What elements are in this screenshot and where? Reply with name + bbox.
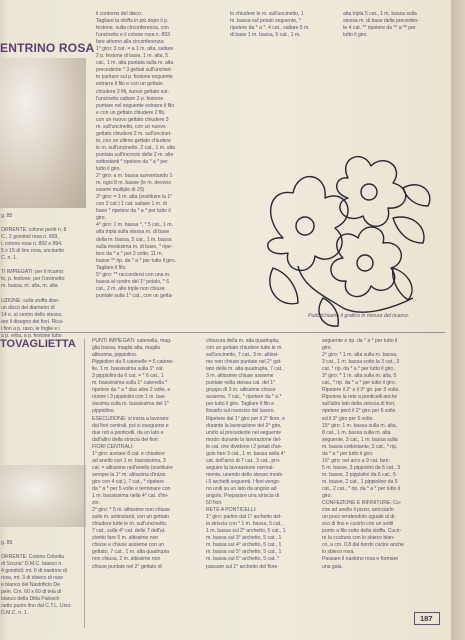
text-line: CONFEZIONE E RIFINITURE: Cu- — [322, 500, 402, 507]
text-line: due reti a ponticelli, da un lato e — [92, 429, 164, 436]
text-line: ed il 3° giro per 5 volte. — [322, 415, 374, 422]
text-line: seguente e rip. da * a * per tutto il — [322, 338, 398, 344]
text-line: giro. — [96, 215, 106, 222]
text-line: angolo. Preparare una striscia di — [206, 493, 280, 500]
text-line: m. bassa sul 5° archetto, 5 cat., 1 — [206, 549, 282, 556]
text-line: 1 m. bassissima nella 4° cat. d'ini- — [92, 493, 169, 500]
text-line: TI IMPIEGATI: per il ricamo: — [1, 269, 65, 276]
text-line: sco di lino e cucirlo con un sottil — [322, 521, 394, 528]
text-line: a p. erba, a p. festone tutto — [1, 332, 62, 339]
text-line: puntare nel seguente estrarre il filo — [96, 102, 175, 109]
text-line: D.M.C. n. 1. — [1, 610, 29, 617]
text-line: re la cucitura con lo sbieco bian- — [322, 535, 395, 542]
text-line: gruppo di 3 m. altissime chiuse — [206, 387, 276, 394]
text-line: Passare il nastrino rosa e formare — [322, 556, 399, 563]
text-line: 5 x 15 di lino rosa, uncinetto — [1, 248, 65, 255]
text-line: bassa al centro del 1° petalo, * 6 — [96, 278, 170, 285]
text-line: con 3 cat.) 1 cat. saltare 1 m. di — [96, 201, 167, 208]
text-line: co, a cm. 0,8 dal bordo cucire anche — [322, 542, 404, 549]
text-line: to puntare sul p. festone seguente — [96, 74, 173, 81]
text-line: m. bassissima sulla 1° catenella * — [92, 380, 168, 387]
text-line: le cat. che dividono i 2 petali d'an- — [206, 443, 283, 450]
text-line: festone, sulla circonferenza, con — [96, 25, 169, 32]
text-line: ripetere da * a *, 4 cat., saltare 5 m. — [230, 25, 310, 32]
text-line: ad anello con 1 m. bassissima, 3 — [92, 457, 166, 464]
text-line: UZIONE: sulla stoffa dise- — [1, 297, 60, 304]
text-line: modo: durante la lavorazione del- — [206, 436, 282, 443]
text-line: m. bassa, m. alta, m. alta — [1, 283, 58, 290]
text-line: to, con un ultimo gettato chiudere — [96, 137, 172, 144]
text-line: m. bassa sul 3° archetto, 5 cat., 1 — [206, 535, 282, 542]
text-line: fare attorno alla circonferenza: — [96, 39, 165, 46]
text-line: glia bassa, maglia alta, maglia — [92, 345, 160, 352]
text-line: tere da * a * per 2 volte; 11 m. — [96, 250, 163, 257]
text-line: pippiolino. — [92, 408, 115, 415]
left-column-bottom — [1, 540, 72, 618]
instructions-column-bottom-1 — [92, 338, 174, 571]
text-line: C. n. 1. — [1, 255, 18, 262]
text-line — [1, 220, 66, 227]
text-line: per tutto il giro. Tagliare il filo e — [206, 401, 275, 408]
text-line: 2° giro: a m. bassa aumentando 1 — [96, 173, 173, 180]
text-line: estrarre il filo e con un gettato — [96, 81, 163, 88]
text-line: 1° giro: partire dal 1° archetto del- — [206, 514, 282, 521]
text-line: alta tripla sulla stessa m. di base — [96, 229, 170, 236]
text-line: 5 m. basse, 3 pippiolini da 6 cat., 3 — [322, 464, 401, 471]
text-line: 3° giro: * 1 m. alta sulla m. alta, 5 — [322, 373, 397, 380]
text-line: 3° giro: = 1 m. alta (sostituire la 1° — [96, 194, 173, 201]
text-line: ORRENTE: Cotone Cebelia — [1, 554, 64, 561]
text-line: Tagliare il filo. — [96, 264, 127, 271]
text-line: cat., 2 m. alte triple non chiuse — [96, 285, 165, 292]
text-line: con un gettato chiudere tutte le m. — [206, 345, 283, 352]
text-line: cat., * rip. da * a * per tutto il giro. — [322, 380, 397, 387]
text-line: ripetere da * a * due altre 2 volte, e — [92, 387, 171, 394]
text-line: bianco della Ditta Palosch — [1, 596, 60, 603]
text-line: di Scozia" D.M.C. bianco n. — [1, 561, 63, 568]
text-line: sulla medesima m. di base, * ripe- — [96, 243, 173, 250]
text-line: sulle m. sottostanti, con un gettato — [92, 514, 169, 521]
text-line: 15° giro: 1 m. bassa sulla m. alta, — [322, 422, 398, 429]
embroidery-pattern-figure — [243, 148, 443, 338]
text-line: ESECUZIONE: si inizia a lavorare — [92, 415, 169, 422]
text-line: e bianco del Nastrificio De — [1, 582, 60, 589]
text-line: e con un gettato chiudere 2 fili, — [96, 109, 166, 116]
text-line: m. ogni 8 m. basse (le m. devono — [96, 180, 172, 187]
text-line: precedente * 3 gettati sull'uncinet- — [96, 67, 173, 74]
text-line: PUNTI IMPIEGATI: catenella, mag- — [92, 338, 172, 344]
text-line: chiuse puntate nel 2° gettato di — [92, 563, 162, 570]
lace-photo-bottom — [0, 465, 86, 527]
text-line: sull'uncinetto, 7 cat., 3 m. altissi- — [206, 352, 279, 359]
text-line: fissarlo sul rovescio del lavoro. — [206, 408, 275, 415]
left-column-top — [1, 213, 66, 340]
text-line: seguente, 3 cat., 1 m. bassa sulla — [322, 436, 398, 443]
text-line: sempre la 1° m. altissima d'inizio — [92, 471, 166, 478]
text-line: no uniti su un lato da angolo ad — [206, 485, 277, 492]
text-line: riunire i 3 pippiolini con 1 m. bas- — [92, 394, 167, 401]
page-edge — [451, 0, 465, 640]
text-line: seguire la lavorazione normal- — [206, 464, 274, 471]
text-line: l'uncinetto saltare 2 p. festone — [96, 95, 164, 102]
text-line: basse ** rip. da * a * per tutto il giro. — [96, 257, 177, 264]
text-line: 7 cat., sulla 4° cat. delle 7 dell'al- — [92, 528, 166, 535]
text-line: essere multiple di 25) — [96, 187, 145, 194]
instructions-column-top-right-a — [230, 11, 310, 39]
text-line: giro con 4 cat.), 7 cat., * ripetere — [92, 478, 165, 485]
text-line: puntata sull'incrocio delle 2 m. alte — [96, 151, 174, 158]
text-line: g. 85 — [1, 213, 13, 219]
text-line: i fiori a p. raso, le foglie e i — [1, 325, 60, 332]
text-line: to chiudere le m. sull'uncinetto, 1 — [230, 11, 304, 17]
text-line: alta tripla 5 cat., 1 m. bassa sulla — [343, 11, 417, 17]
text-line: cat. = altissime nell'anello (sostituire — [92, 464, 173, 471]
text-line: te 4 cat. ** ripetere da ** a ** per — [343, 25, 416, 32]
text-line: m. bassa sottostante, 3 cat., * rip. — [322, 443, 398, 450]
text-line: 2° giro: * 5 m. altissime non chiuse — [92, 507, 170, 514]
text-line: sull'altro lato della striscia di fiori, — [322, 401, 396, 408]
text-line: cat., 2 cat., * rip. da * a * per tutto il — [322, 485, 401, 492]
text-line: lo sbieco rosa. — [322, 549, 355, 556]
instructions-column-top-right-b — [343, 11, 419, 39]
text-line: l'uncinetto e il cotone rosa n. 893 — [96, 32, 170, 39]
text-line: con un nuovo gettato chiudere 3 — [96, 116, 169, 123]
text-line: 3 cat., 1 m. bassa sotto la 3 cat., 3 — [322, 359, 400, 366]
text-line: to, p. festone; per l'uncinetto — [1, 276, 65, 283]
text-line: durante la lavorazione del 2° giro, — [206, 422, 282, 429]
text-line: C., 2 gomitoli rosa n. 893, — [1, 234, 59, 241]
text-line: 4 gomitoli; mt. 6 di nastrino di — [1, 568, 67, 575]
text-line: altissima, pippiolino. — [92, 352, 138, 359]
text-line: tutto il giro. — [343, 32, 368, 39]
text-line: punto a filo sotto della stoffa. Cucir- — [322, 528, 402, 535]
text-line: cat. * rip. da * a * per tutto il giro. — [322, 366, 395, 373]
text-line: passare sul 1° archetto del fiore — [206, 563, 278, 570]
text-line: Ripetere la rete a ponticelli anche — [322, 394, 398, 401]
text-line: mente, unendo dello stesso modo — [206, 471, 283, 478]
text-line: Ripetere dal 1° giro per il 2° fiore, e — [206, 415, 285, 422]
text-line: 2 p. festone di base, 1 m. alta, 5 — [96, 53, 169, 60]
text-line: non chiusa, 2 m. altissime non — [92, 556, 161, 563]
text-line: da * a * per tutto il giro. — [322, 450, 374, 457]
text-line: chiusura della m. alta quadrupla, — [206, 338, 280, 344]
text-line: 14 e, al centro dello stesso, — [1, 311, 63, 318]
text-line: un poco rendendolo uguale al di- — [322, 514, 396, 521]
text-line: puntate nella stessa cat. del 1° — [206, 380, 276, 387]
text-line: unirlo al precedente nel seguente — [206, 429, 282, 436]
text-line: giro. — [322, 493, 332, 500]
instructions-column-bottom-3 — [322, 338, 404, 571]
text-line: base * ripetere da * a * per tutto il — [96, 208, 171, 215]
text-line: assieme, 7 cat., * ripetere da * a * — [206, 394, 282, 401]
text-line: un disco del diametro di — [1, 304, 55, 311]
text-line: ORRENTE: colone perlé n. 8 — [1, 227, 67, 234]
text-line: tato della m. alta quadrupla, 7 cat., — [206, 366, 284, 373]
text-line: 3 m. altissime chiuse assieme — [206, 373, 274, 380]
text-line — [1, 262, 66, 269]
column-divider — [84, 338, 85, 628]
text-line: m. basse, 2 cat., 1 pippiolino da 5 — [322, 478, 398, 485]
text-line: m. bassa sul petalo seguente, * — [230, 18, 301, 25]
text-line: Pippiolino da 5 catenelle = 5 catene- — [92, 359, 174, 366]
text-line: la striscia con * 1 m. bassa, 5 cat., — [206, 521, 283, 528]
text-line: sottostanti * ripetere da * a * per — [96, 158, 168, 165]
lace-photo-top — [0, 58, 86, 208]
instructions-column-top-middle — [96, 11, 176, 300]
text-line: tutto il giro. — [96, 166, 121, 173]
text-line: 4° giro: 1 m. bassa *, * 5 cat., 1 m. — [96, 222, 173, 229]
text-line: puntate sulla 1° cat., con un getta- — [96, 292, 173, 299]
text-line: Ripetere il 2° e il 3° gir. per 3 volte. — [322, 387, 400, 394]
text-line: lle, 1 m. bassissima sulla 1° cat. — [92, 366, 164, 373]
text-line: gettato chiudere 2 m. sull'uncinet- — [96, 130, 172, 137]
text-line: stessa m. di base della preceden- — [343, 18, 419, 25]
text-line — [1, 547, 72, 554]
text-line: i, cotone rosa n. 892 e 894. — [1, 241, 63, 248]
text-line: 2° giro: * 1 m. alta sulla m. bassa, — [322, 352, 398, 359]
text-line: dall'altro della striscia dei fiori. — [92, 436, 159, 443]
text-line: me non chiuse puntate nel 2° get- — [206, 359, 282, 366]
text-line: 16° giro: nel arco a 9 cat. fare: — [322, 457, 390, 464]
section-title-entrino-rosa: ENTRINO ROSA — [0, 41, 95, 55]
text-line: are il disegno dei fiori. Rica- — [1, 318, 64, 325]
text-line: sissima sulla m. bassissima del 1° — [92, 401, 169, 408]
text-line: zio. — [92, 500, 100, 507]
text-line: g. 85 — [1, 540, 13, 546]
text-line: m. basse, 3 pippiolini da 6 cat., 5 — [322, 471, 396, 478]
text-line: pein. Cm. 60 x 60 di tela di — [1, 589, 62, 596]
text-line — [1, 291, 66, 298]
text-line: RETE A PONTICELLI: — [206, 507, 257, 514]
text-line: 1° giro: avviare 8 cat. e chiudere — [92, 450, 165, 457]
page-number: 187 — [420, 614, 433, 623]
text-line: gettato, 7 cat., 1 m. alta quadrupla — [92, 549, 169, 556]
text-line: golo fare 3 cat., 1 m. bassa nella 4° — [206, 450, 286, 457]
text-line: una gala. — [322, 563, 343, 570]
text-line: cat. dell'arco di 7 cat., 3 cat., pro- — [206, 457, 281, 464]
text-line: da * a * per 5 volte e terminare con — [92, 485, 171, 492]
text-line: chiuse e chiuse assieme con un — [92, 542, 165, 549]
text-line: di base 1 m. bassa, 5 cat., 1 m. — [230, 32, 301, 39]
text-line: dai fiori centrali, poi si eseguono e — [92, 422, 169, 429]
text-line: chiudere 2 fili, nuovo gettato sul- — [96, 88, 169, 95]
text-line: giro. — [322, 345, 332, 352]
text-line: i 5 archetti seguenti. I fiori vengo- — [206, 478, 281, 485]
text-line: m. bassa sul 4° archetto, 5 cat., 1 — [206, 542, 282, 549]
text-line: 5° giro: ** raccordersi con una m. — [96, 271, 171, 278]
text-line: cat., 1 m. alta puntata sulla m. alta — [96, 60, 174, 67]
text-line: ripetere però il 2° giro per 6 volte — [322, 408, 396, 415]
text-line: netto punto lino dal C.T.L. Unci- — [1, 603, 72, 610]
text-line: le m. sull'uncinetto, 2 cat., 1 m. alta — [96, 144, 175, 151]
text-line: 3 pippiolini da 6 cat. = * 6 cat., 1 — [92, 373, 164, 380]
text-line: 8 cat., 1 m. bassa sulla m. alta — [322, 429, 391, 436]
figure-caption: Pubblichiamo il grafico in misura del ricamo. — [308, 313, 410, 319]
section-divider — [0, 332, 445, 333]
text-line: cire ad anello il pizzo, arricciarlo — [322, 507, 394, 514]
text-line: 1° giro: 3 cat. = a 1 m. alta, saltare — [96, 46, 174, 53]
text-line: 1 m. bassa sul 2° archetto, 5 cat., 1 — [206, 528, 286, 535]
text-line: della m. bassa, 5 cat., 1 m. bassa — [96, 236, 172, 243]
text-line: rosa, mt. 3 di sbieco di raso — [1, 575, 63, 582]
text-line: il contorno del disco. — [96, 11, 143, 17]
text-line: m. bassa sul 6° archetto, 5 cat. * — [206, 556, 280, 563]
text-line: chiudere tutte le m. sull'uncinetto, — [92, 521, 168, 528]
text-line: m. sull'uncinetto, con un nuovo — [96, 123, 166, 130]
instructions-column-bottom-2 — [206, 338, 286, 571]
section-title-tovaglietta: TOVAGLIETTA — [0, 338, 76, 350]
text-line: FIORI CENTRALI: — [92, 443, 134, 450]
text-line: Tagliare la stoffa in più dopo il p. — [96, 18, 169, 25]
text-line: 50 fiori. — [206, 500, 223, 507]
text-line: chetto fare 5 m. altissime non — [92, 535, 159, 542]
